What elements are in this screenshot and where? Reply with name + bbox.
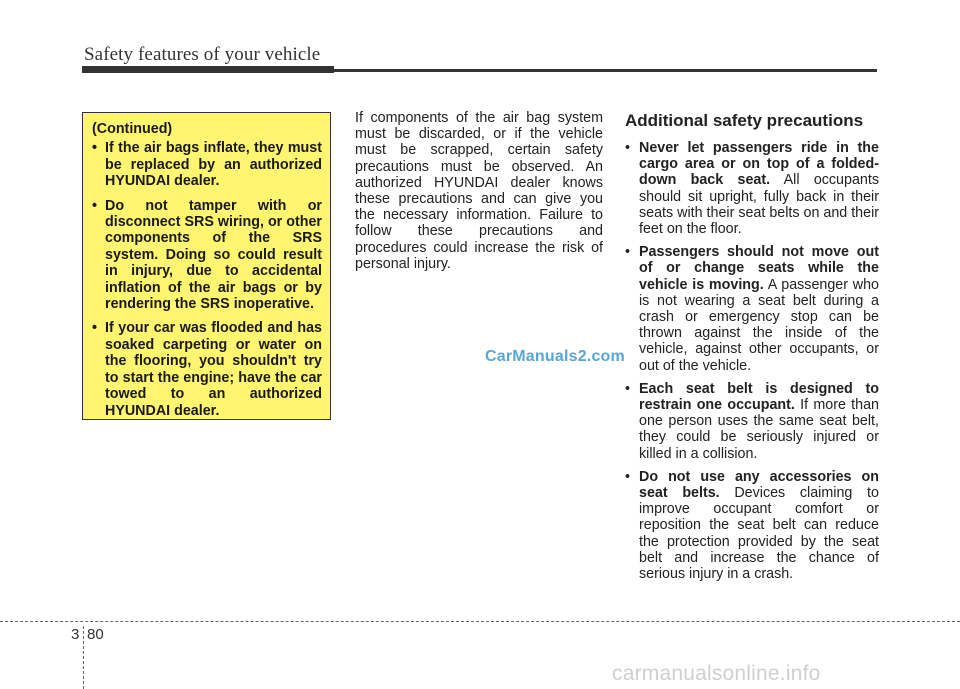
precaution-item — [625, 140, 879, 237]
section-title: Additional safety precautions — [625, 111, 864, 130]
bullet-icon: • — [625, 380, 631, 397]
watermark-link[interactable]: CarManuals2.com — [485, 348, 625, 365]
precaution-lead: Each seat belt is designed to restrain one occupant. — [639, 380, 879, 414]
precaution-lead: Do not use any accessories on seat belts. — [639, 468, 879, 502]
precaution-text: A passenger who is not wearing a seat belt during a crash or emergency stop can be thrown against the inside of the vehicle, against other occupants, or out of the vehicle. — [639, 276, 879, 374]
warning-box — [82, 112, 331, 420]
bullet-icon: • — [625, 244, 631, 261]
page-number: 80 — [87, 626, 104, 643]
warning-item — [92, 140, 322, 189]
warning-item-text: If your car was flooded and has soaked carpeting or water on the flooring, you shouldn't try to start the engine; have the car towed to an authorized HYUNDAI dealer. — [105, 320, 322, 419]
additional-precautions-section — [625, 110, 879, 589]
page-header-title: Safety features of your vehicle — [84, 44, 321, 65]
precaution-text: Devices claiming to improve occupant comfort or reposition the seat belt can reduce the protection provided by the seat belt and increase the chance of serious injury in a crash. — [639, 485, 879, 583]
precaution-text: If more than one person uses the same seat belt, they could be seriously injured or killed in a collision. — [639, 397, 879, 462]
bullet-icon: • — [92, 320, 98, 337]
middle-column — [355, 110, 603, 272]
bullet-icon: • — [92, 140, 98, 157]
bullet-icon: • — [625, 140, 631, 156]
site-watermark[interactable]: carmanualsonline.info — [612, 662, 821, 685]
bullet-icon: • — [92, 197, 98, 214]
footer-divider — [0, 621, 960, 622]
warning-item-text: Do not tamper with or disconnect SRS wiring, or other components of the SRS system. Doing so could result in injury, due to accidental inflation of the air bags or by rendering the SRS inoperative. — [105, 197, 322, 313]
warning-item-text: If the air bags inflate, they must be replaced by an authorized HYUNDAI dealer. — [105, 140, 322, 190]
footer-vertical-divider — [83, 626, 84, 689]
precaution-lead: Never let passengers ride in the cargo area or on top of a folded-down back seat. — [639, 140, 879, 189]
precaution-lead: Passengers should not move out of or change seats while the vehicle is moving. — [639, 244, 879, 293]
precaution-text: All occupants should sit upright, fully back in their seats with their seat belts on and their feet on the floor. — [639, 172, 880, 238]
precaution-item — [625, 469, 879, 582]
bullet-icon: • — [625, 468, 631, 485]
warning-continued-label: (Continued) — [92, 121, 173, 137]
warning-item — [92, 320, 322, 418]
disposal-paragraph: If components of the air bag system must be discarded, or if the vehicle must be scrapped, certain safety precautions must be observed. An authorized HYUNDAI dealer knows these precautions and can give you the necessary information. Failure to follow these precautions and procedures could increase the risk of personal injury. — [355, 110, 603, 272]
precaution-item — [625, 381, 879, 462]
chapter-number: 3 — [71, 626, 80, 643]
precaution-item — [625, 244, 879, 374]
warning-item — [92, 198, 322, 313]
header-rule — [82, 69, 877, 72]
